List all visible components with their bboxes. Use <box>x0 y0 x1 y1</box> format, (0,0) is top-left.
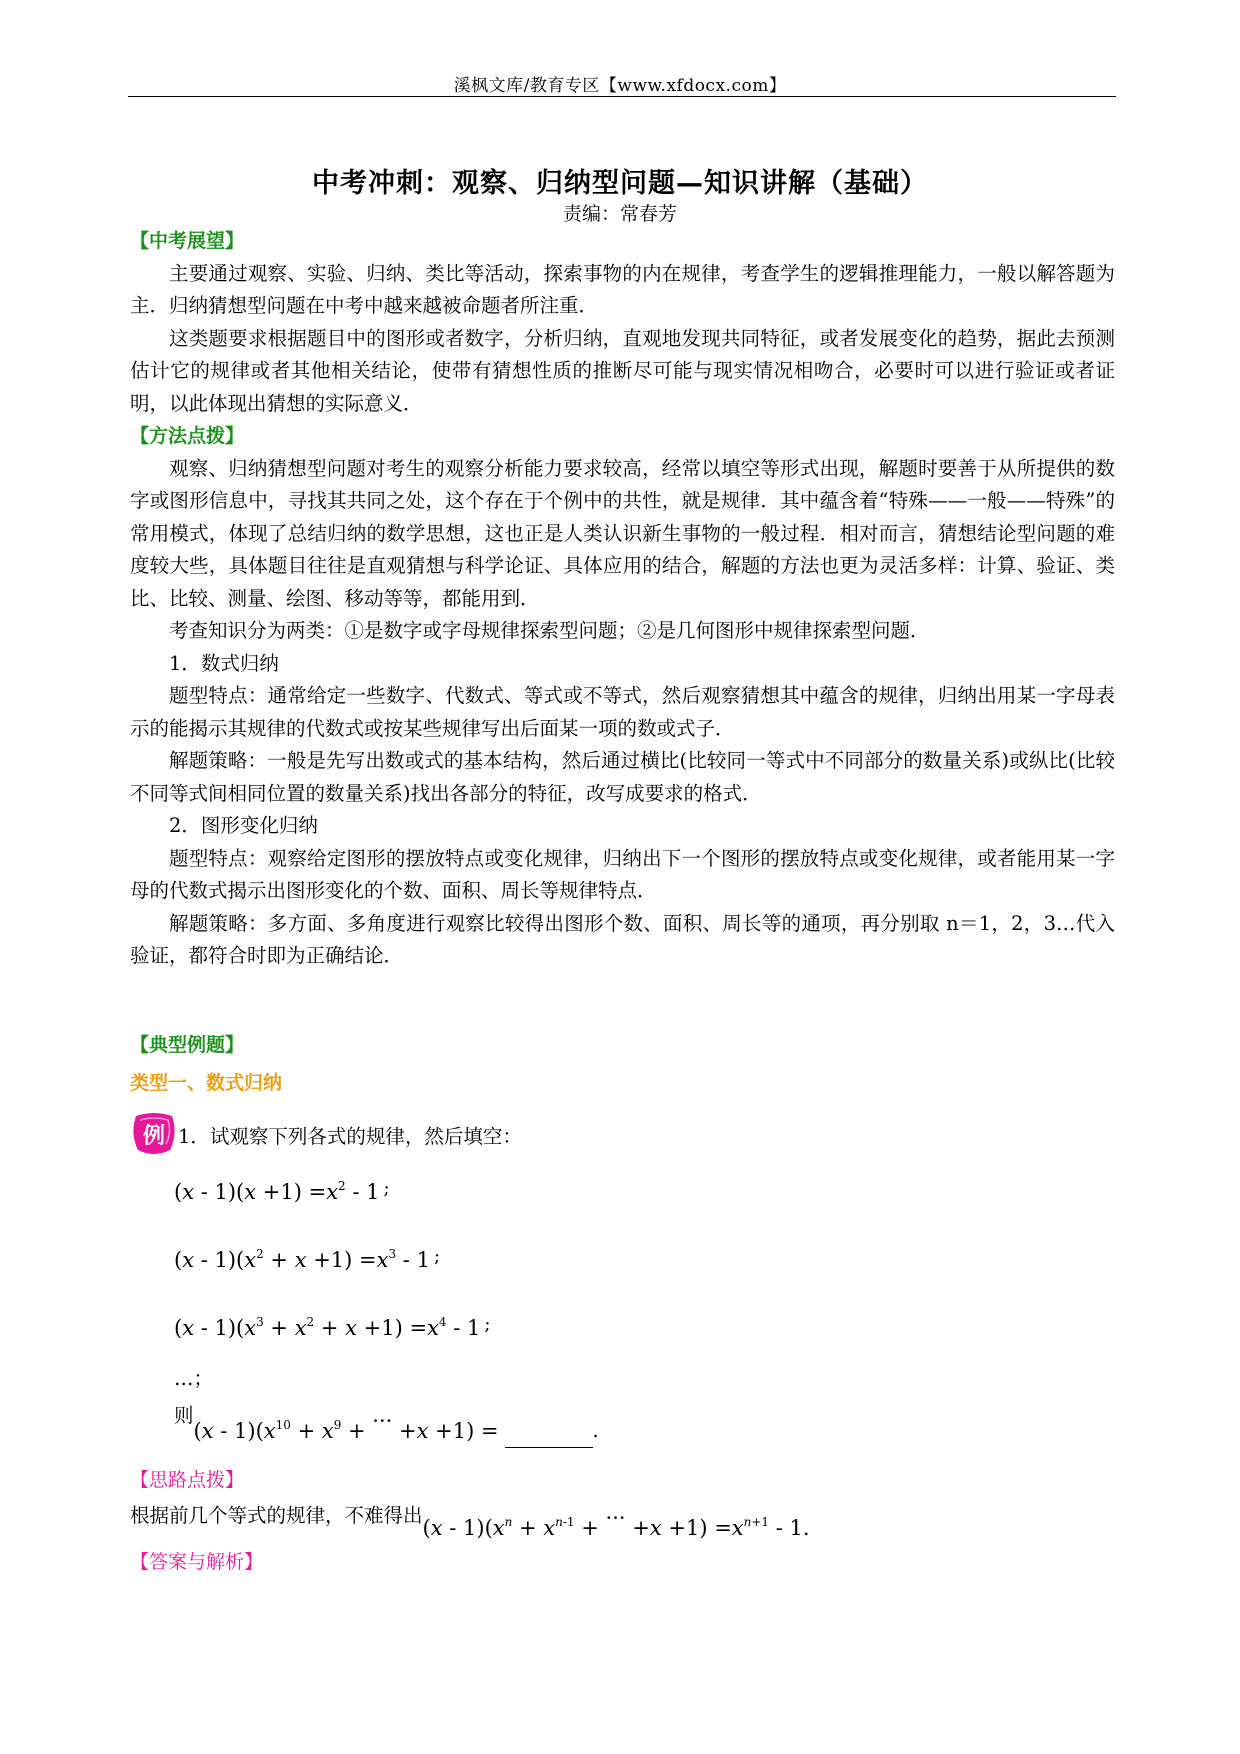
section-heading-method: 【方法点拨】 <box>130 425 245 447</box>
outlook-paragraph-1: 主要通过观察、实验、归纳、类比等活动，探索事物的内在规律，考查学生的逻辑推理能力，一般以解答题为主．归纳猜想型问题在中考中越来越被命题者所注重． <box>130 261 1115 317</box>
hint-row <box>130 1496 1115 1540</box>
hint-text: 根据前几个等式的规律，不难得出 <box>130 1503 423 1527</box>
subsection-2-paragraph-1: 题型特点：观察给定图形的摆放特点或变化规律，归纳出下一个图形的摆放特点或变化规律，或者能用某一字母的代数式揭示出图形变化的个数、面积、周长等规律特点． <box>130 846 1115 902</box>
question-line: 则 $(x - 1)(x^{10} + x^9$ + ··· +x +1) = . <box>174 1400 1115 1448</box>
type-heading-1: 类型一、数式归纳 <box>130 1072 283 1094</box>
section-heading-examples: 【典型例题】 <box>130 1033 245 1056</box>
hint-heading: 【思路点拨】 <box>130 1468 245 1491</box>
then-label: 则 <box>174 1403 194 1427</box>
subsection-title-1: 1．数式归纳 <box>169 651 279 675</box>
section-heading-outlook: 【中考展望】 <box>130 230 245 252</box>
page-title: 中考冲刺：观察、归纳型问题—知识讲解（基础） <box>312 168 928 199</box>
equation-3: $(x - 1)(x^3 + x^2 + x +1) =x^4 - 1$ ; <box>174 1314 491 1341</box>
subsection-1-paragraph-1: 题型特点：通常给定一些数字、代数式、等式或不等式，然后观察猜想其中蕴含的规律，归纳出用某一字母表示的能揭示其规律的代数式或按某些规律写出后面某一项的数或式子． <box>130 684 1115 740</box>
example-1-question: 1．试观察下列各式的规律，然后填空： <box>178 1125 522 1148</box>
question-equation: $(x - 1)(x^{10} + x^9$ + ··· +x +1) = <box>193 1409 499 1443</box>
ellipsis-line: …； <box>174 1367 214 1391</box>
hint-equation: $(x - 1)(x^n + x^{n-1}$ + ··· $+x +1) =x^{n+1} - 1$. <box>422 1505 810 1540</box>
example-badge-icon <box>130 1112 178 1156</box>
main-content <box>130 225 1115 1579</box>
outlook-paragraph-2: 这类题要求根据题目中的图形或者数字，分析归纳，直观地发现共同特征，或者发展变化的趋势，据此去预测估计它的规律或者其他相关结论，使带有猜想性质的推断尽可能与现实情况相吻合，必要时可以进行验证或者证明，以此体现出猜想的实际意义． <box>130 326 1115 415</box>
page-header: 溪枫文库/教育专区【www.xfdocx.com】 <box>453 76 787 96</box>
method-paragraph-2: 考查知识分为两类：①是数字或字母规律探索型问题；②是几何图形中规律探索型问题． <box>169 619 930 642</box>
answer-heading: 【答案与解析】 <box>130 1551 264 1573</box>
author-line: 责编：常春芳 <box>562 203 677 225</box>
method-paragraph-1: 观察、归纳猜想型问题对考生的观察分析能力要求较高，经常以填空等形式出现，解题时要善于从所提供的数字或图形信息中，寻找其共同之处，这个存在于个例中的共性，就是规律．其中蕴含着“特殊——一般——特殊”的常用模式，体现了总结归纳的数学思想，这也正是人类认识新生事物的一般过程．相对而言，猜想结论型问题的难度较大些，具体题目往往是直观猜想与科学论证、具体应用的结合，解题的方法也更为灵活多样：计算、验证、类比、比较、测量、绘图、移动等等，都能用到． <box>130 456 1115 610</box>
example-1-row <box>130 1104 1115 1156</box>
subsection-1-paragraph-2: 解题策略：一般是先写出数或式的基本结构，然后通过横比(比较同一等式中不同部分的数量关系)或纵比(比较不同等式间相同位置的数量关系)找出各部分的特征，改写成要求的格式． <box>130 749 1115 805</box>
equation-1: $(x - 1)(x +1) =x^2 - 1$ ; <box>174 1178 390 1205</box>
equation-2: $(x - 1)(x^2 + x +1) =x^3 - 1$ ; <box>174 1246 441 1273</box>
header-rule <box>128 96 1116 97</box>
answer-blank <box>505 1435 593 1448</box>
subsection-title-2: 2．图形变化归纳 <box>169 814 318 837</box>
subsection-2-paragraph-2: 解题策略：多方面、多角度进行观察比较得出图形个数、面积、周长等的通项，再分别取 n＝1，2，3…代入验证，都符合时即为正确结论． <box>130 911 1115 967</box>
badge-label: 例 <box>142 1123 166 1149</box>
